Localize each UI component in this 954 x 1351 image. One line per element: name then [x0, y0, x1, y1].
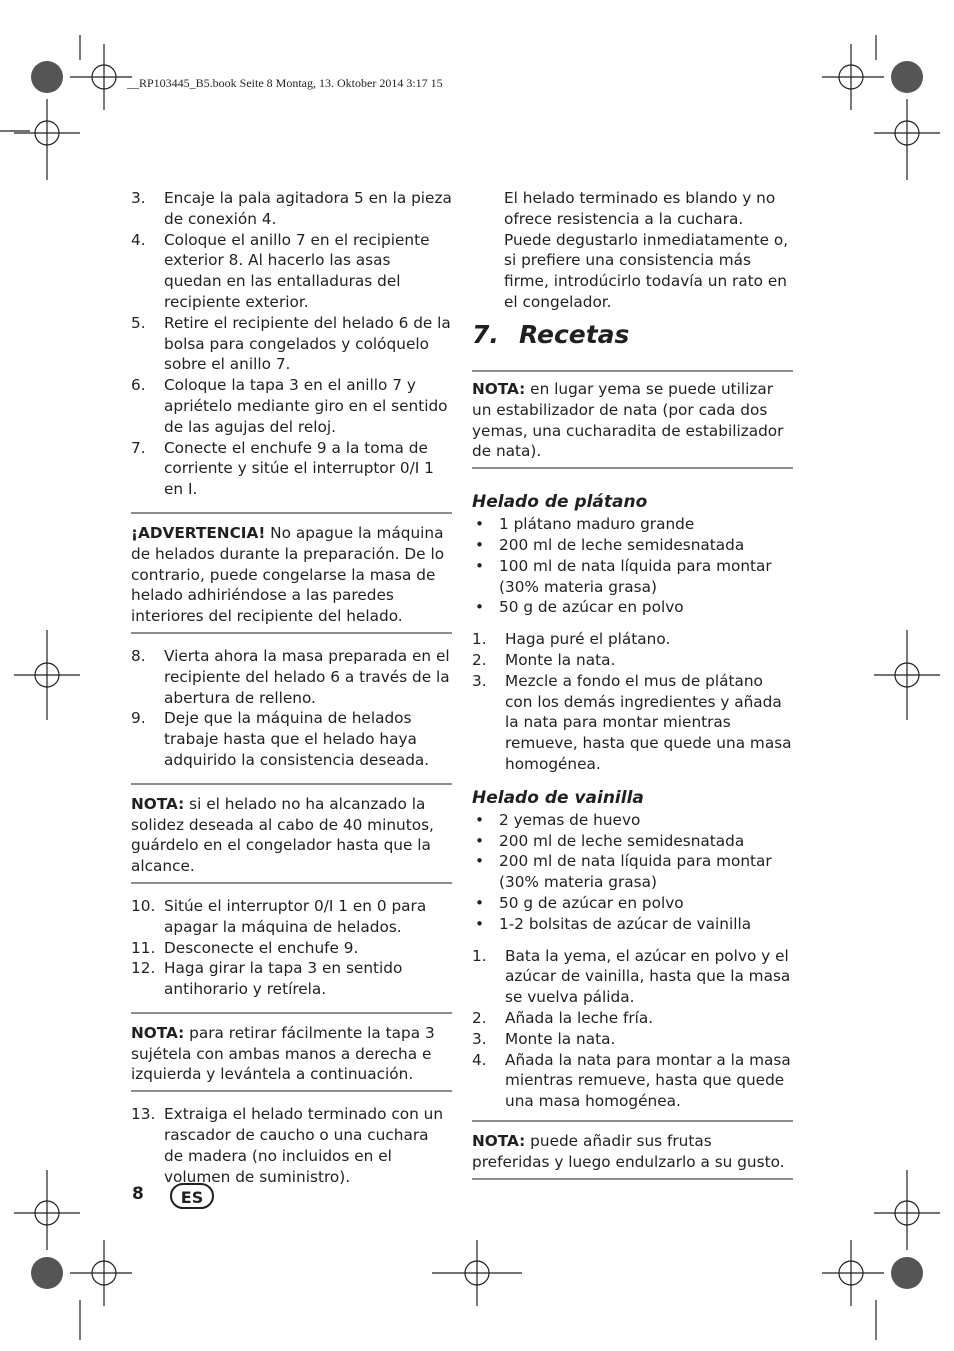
- step-item: [131, 375, 452, 437]
- step-text: Mezcle a fondo el mus de plátano con los demás ingredientes y añada la nata para montar mientras remueve, hasta que quede una masa homogénea.: [505, 671, 792, 773]
- step-number: 13.: [131, 1105, 156, 1124]
- ingredient-text: 200 ml de leche semidesnatada: [499, 535, 745, 554]
- warning-label: ¡ADVERTENCIA!: [131, 523, 266, 542]
- step-item: [472, 650, 793, 671]
- step-text: Sitúe el interruptor 0/I 1 en 0 para apagar la máquina de helados.: [164, 896, 427, 936]
- step-number: 3.: [131, 189, 146, 207]
- ingredients-1: [472, 514, 793, 618]
- file-header: __RP103445_B5.book Seite 8 Montag, 13. Oktober 2014 3:17 15: [127, 76, 443, 90]
- ingredient-text: 200 ml de nata líquida para montar (30% materia grasa): [499, 852, 772, 892]
- step-item: [131, 708, 452, 770]
- step-text: Desconecte el enchufe 9.: [164, 938, 359, 957]
- step-item: [472, 946, 793, 1008]
- note-label: NOTA:: [472, 380, 526, 398]
- left-column: [131, 188, 452, 1187]
- ingredient-item: [472, 597, 793, 618]
- step-text: Coloque la tapa 3 en el anillo 7 y apriételo mediante giro en el sentido de las agujas del reloj.: [164, 376, 448, 436]
- note-label: NOTA:: [472, 1131, 526, 1150]
- step-number: 6.: [131, 376, 146, 395]
- recipe-title-1: Helado de plátano: [472, 492, 648, 513]
- note-label: NOTA:: [131, 794, 185, 813]
- ingredient-item: [472, 914, 793, 935]
- step-item: [472, 1050, 793, 1112]
- ingredient-item: [472, 535, 793, 556]
- step-item: [472, 671, 793, 775]
- step-text: Conecte el enchufe 9 a la toma de corriente y sitúe el interruptor 0/I 1 en I.: [164, 438, 434, 499]
- step-text: Retire el recipiente del helado 6 de la bolsa para congelados y colóquelo sobre el anillo 7.: [164, 313, 451, 374]
- right-column-body: [472, 296, 793, 1192]
- bullet-icon: •: [475, 598, 485, 617]
- step-item: [472, 1008, 793, 1029]
- ingredient-text: 50 g de azúcar en polvo: [499, 598, 684, 617]
- step-text: Bata la yema, el azúcar en polvo y el azúcar de vainilla, hasta que la masa se vuelva pálida.: [505, 946, 791, 1007]
- bullet-icon: •: [475, 515, 485, 534]
- bullet-icon: •: [475, 535, 485, 554]
- step-item: [131, 230, 452, 313]
- step-item: [131, 438, 452, 500]
- step-text: Añada la nata para montar a la masa mientras remueve, hasta que quede una masa homogénea.: [505, 1050, 791, 1111]
- step-number: 3.: [472, 671, 487, 690]
- note-label: NOTA:: [131, 1023, 185, 1042]
- step-item: [131, 188, 452, 230]
- language-badge: ES: [170, 1183, 214, 1209]
- step-text: Monte la nata.: [505, 1029, 616, 1048]
- step-number: 4.: [472, 1050, 487, 1069]
- step-item: [131, 896, 452, 938]
- ingredient-item: [472, 831, 793, 852]
- ingredient-item: [472, 893, 793, 914]
- section-number: 7.: [472, 320, 499, 349]
- ingredient-text: 200 ml de leche semidesnatada: [499, 831, 745, 850]
- ingredient-text: 100 ml de nata líquida para montar (30% materia grasa): [499, 556, 772, 596]
- step-number: 5.: [131, 313, 146, 332]
- step-text: Encaje la pala agitadora 5 en la pieza de conexión 4.: [164, 189, 452, 228]
- right-column: [504, 188, 793, 313]
- step-number: 11.: [131, 938, 156, 957]
- step-item: [131, 313, 452, 375]
- bullet-icon: •: [475, 831, 485, 850]
- step-text: Haga puré el plátano.: [505, 630, 671, 649]
- step-text: Vierta ahora la masa preparada en el recipiente del helado 6 a través de la abertura de relleno.: [164, 646, 450, 707]
- steps-d: [131, 1104, 452, 1187]
- note-text: en lugar yema se puede utilizar un estabilizador de nata (por cada dos yemas, una cucharadita de estabilizador de nata).: [472, 380, 784, 461]
- page-number: 8: [132, 1184, 144, 1204]
- step-number: 1.: [472, 946, 487, 965]
- recipe-steps-1: [472, 629, 793, 775]
- note-box-2: [131, 1012, 452, 1092]
- step-number: 4.: [131, 230, 146, 249]
- ingredient-item: [472, 514, 793, 535]
- step-number: 7.: [131, 438, 146, 457]
- step-item: [131, 646, 452, 708]
- steps-c: [131, 896, 452, 1000]
- bullet-icon: •: [475, 852, 485, 871]
- intro-paragraph: El helado terminado es blando y no ofrece resistencia a la cuchara. Puede degustarlo inmediatamente o, si prefiere una consistencia más firme, introdúcirlo todavía un rato en el congelador.: [504, 189, 789, 311]
- ingredient-item: [472, 851, 793, 893]
- step-item: [131, 938, 452, 959]
- ingredient-text: 2 yemas de huevo: [499, 810, 641, 829]
- step-text: Añada la leche fría.: [505, 1008, 654, 1027]
- section-heading: [472, 320, 793, 350]
- ingredient-text: 50 g de azúcar en polvo: [499, 893, 684, 912]
- step-number: 12.: [131, 959, 156, 978]
- step-number: 8.: [131, 646, 146, 665]
- step-text: Monte la nata.: [505, 650, 616, 669]
- ingredients-2: [472, 810, 793, 935]
- bullet-icon: •: [475, 810, 485, 829]
- recipe-steps-2: [472, 946, 793, 1112]
- step-text: Extraiga el helado terminado con un rascador de caucho o una cuchara de madera (no incluidos en el volumen de suministro).: [164, 1105, 444, 1186]
- step-text: Coloque el anillo 7 en el recipiente exterior 8. Al hacerlo las asas quedan en las entalladuras del recipiente exterior.: [164, 230, 430, 311]
- step-text: Haga girar la tapa 3 en sentido antihorario y retírela.: [164, 959, 403, 999]
- step-item: [472, 1029, 793, 1050]
- step-item: [131, 958, 452, 1000]
- recipe-title-2: Helado de vainilla: [472, 787, 644, 808]
- ingredient-text: 1-2 bolsitas de azúcar de vainilla: [499, 914, 752, 933]
- step-number: 1.: [472, 630, 487, 649]
- ingredient-item: [472, 810, 793, 831]
- step-number: 3.: [472, 1029, 487, 1048]
- bullet-icon: •: [475, 914, 485, 933]
- note-text: si el helado no ha alcanzado la solidez deseada al cabo de 40 minutos, guárdelo en el congelador hasta que la alcance.: [131, 794, 434, 876]
- bullet-icon: •: [475, 893, 485, 912]
- warning-box: [131, 512, 452, 634]
- step-number: 9.: [131, 709, 146, 728]
- step-number: 10.: [131, 896, 156, 915]
- step-number: 2.: [472, 650, 487, 669]
- step-number: 2.: [472, 1008, 487, 1027]
- step-item: [131, 1104, 452, 1187]
- step-item: [472, 629, 793, 650]
- ingredient-item: [472, 556, 793, 598]
- ingredient-text: 1 plátano maduro grande: [499, 515, 695, 534]
- note-box-4: [472, 1120, 793, 1180]
- note-box-3: [472, 370, 793, 469]
- note-box-1: [131, 783, 452, 884]
- steps-b: [131, 646, 452, 771]
- warning-text: No apague la máquina de helados durante la preparación. De lo contrario, puede congelarse la masa de helado adhiriéndose a las paredes interiores del recipiente del helado.: [131, 523, 445, 626]
- note-text: puede añadir sus frutas preferidas y luego endulzarlo a su gusto.: [472, 1131, 785, 1171]
- bullet-icon: •: [475, 556, 485, 575]
- step-text: Deje que la máquina de helados trabaje hasta que el helado haya adquirido la consistencia deseada.: [164, 709, 430, 769]
- note-text: para retirar fácilmente la tapa 3 sujétela con ambas manos a derecha e izquierda y levántela a continuación.: [131, 1023, 435, 1084]
- section-title: Recetas: [519, 320, 630, 349]
- steps-a: [131, 188, 452, 500]
